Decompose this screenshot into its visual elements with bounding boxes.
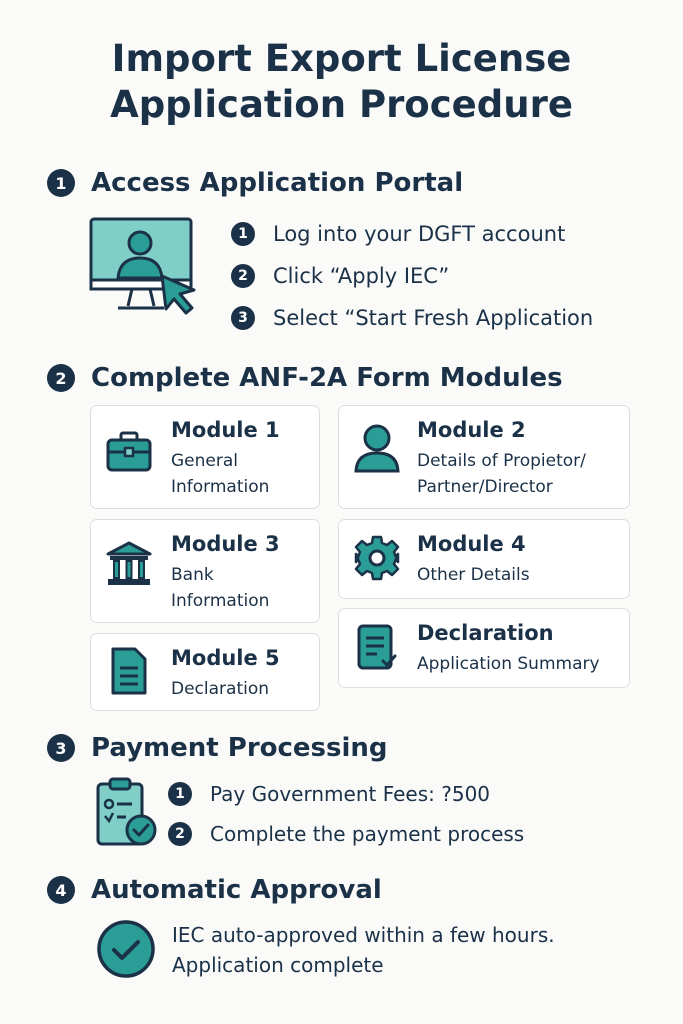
module-4-title: Module 4 [417,532,526,556]
module-1-title: Module 1 [171,418,280,442]
section-2-header [47,363,563,393]
module-1-card [90,405,320,509]
section-1-title: Access Application Portal [91,168,464,198]
module-1-description: General Information [171,451,270,497]
section-1-step-3: 3 Select “Start Fresh Application [231,306,593,330]
section-1-number: 1 [47,169,75,197]
section-3-title: Payment Processing [91,733,388,763]
module-4-description: Other Details [417,565,530,585]
module-5-description: Declaration [171,679,270,699]
module-5-card [90,633,320,711]
approval-line-1: IEC auto-approved within a few hours. [172,923,555,947]
section-1-header [47,168,463,198]
module-2-title: Module 2 [417,418,526,442]
section-3-number: 3 [47,734,75,762]
title-line-1: Import Export License [111,37,572,80]
declaration-card [338,608,630,688]
person-icon [353,422,401,474]
title-line-2: Application Procedure [110,83,573,126]
section-4-title: Automatic Approval [91,875,382,905]
document-check-icon [353,623,401,675]
section-4-number: 4 [47,876,75,904]
document-icon [105,646,153,698]
section-1-step-2: 2 Click “Apply IEC” [231,264,449,288]
module-4-card [338,519,630,599]
computer-user-icon [88,216,200,316]
section-2-number: 2 [47,364,75,392]
module-2-description: Details of Propietor/ Partner/Director [417,451,586,497]
module-2-card [338,405,630,509]
approval-text [172,920,555,980]
page-title [0,36,683,128]
module-3-title: Module 3 [171,532,280,556]
module-5-title: Module 5 [171,646,280,670]
gear-icon [353,534,401,582]
section-2-title: Complete ANF-2A Form Modules [91,363,563,393]
module-3-card [90,519,320,623]
declaration-description: Application Summary [417,654,600,674]
check-circle-icon [95,918,157,980]
approval-line-2: Application complete [172,953,384,977]
declaration-title: Declaration [417,621,554,645]
section-4-header [47,875,382,905]
section-3-step-2: 2 Complete the payment process [168,822,524,846]
section-3-header [47,733,388,763]
clipboard-check-icon [94,776,160,850]
module-3-description: Bank Information [171,565,270,611]
section-3-step-1: 1 Pay Government Fees: ?500 [168,782,490,806]
briefcase-icon [105,430,153,474]
section-1-step-1: 1 Log into your DGFT account [231,222,565,246]
bank-icon [105,540,153,588]
